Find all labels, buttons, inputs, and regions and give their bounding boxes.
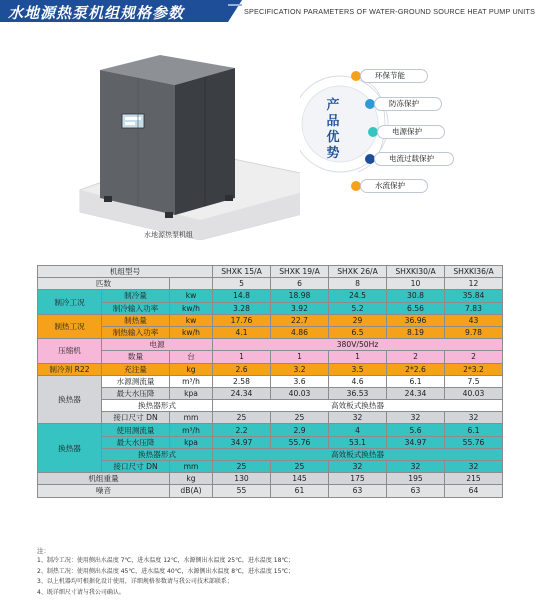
cell: 34.97 xyxy=(213,436,271,448)
cell: 195 xyxy=(387,473,445,485)
table-row xyxy=(38,290,503,302)
cell: 5.2 xyxy=(329,302,387,314)
cell: 55.76 xyxy=(445,436,503,448)
group-label: 换热器 xyxy=(38,424,102,473)
cell: 1 xyxy=(329,351,387,363)
row-unit: m³/h xyxy=(170,375,213,387)
cell: 2 xyxy=(445,351,503,363)
row-unit: kg xyxy=(170,473,213,485)
cell: 36.96 xyxy=(387,314,445,326)
row-unit: mm xyxy=(170,412,213,424)
table-row xyxy=(38,339,503,351)
row-unit: mm xyxy=(170,461,213,473)
table-row xyxy=(38,400,503,412)
cell: 高效板式换热器 xyxy=(213,448,503,460)
cell: 25 xyxy=(213,412,271,424)
cell: 2.9 xyxy=(271,424,329,436)
cell: 1 xyxy=(271,351,329,363)
row-label: 噪音 xyxy=(38,485,170,497)
model-name: SHXK 15/A xyxy=(213,266,271,278)
row-label: 数量 xyxy=(102,351,170,363)
header-stripe xyxy=(228,4,242,6)
cell: 36.53 xyxy=(329,387,387,399)
product-caption: 水地源热泵机组 xyxy=(144,231,193,239)
cell: 32 xyxy=(329,461,387,473)
table-header-row xyxy=(38,266,503,278)
cell: 4.86 xyxy=(271,326,329,338)
cell: 7.5 xyxy=(445,375,503,387)
cell: 4.6 xyxy=(329,375,387,387)
row-label: 匹数 xyxy=(38,278,170,290)
table-row xyxy=(38,375,503,387)
cell: 6 xyxy=(271,278,329,290)
cell: 24.5 xyxy=(329,290,387,302)
row-label: 使用测流量 xyxy=(102,424,170,436)
cell: 9.78 xyxy=(445,326,503,338)
table-row xyxy=(38,461,503,473)
cell: 32 xyxy=(387,461,445,473)
table-row xyxy=(38,302,503,314)
table-row xyxy=(38,387,503,399)
row-label: 制热量 xyxy=(102,314,170,326)
row-label: 机组重量 xyxy=(38,473,170,485)
note-line: 1、制冷工况：使用侧出水温度 7℃，进水温度 12℃，水源侧出水温度 25℃，进水温度 18℃； xyxy=(37,557,295,565)
row-label: 换热器形式 xyxy=(102,400,213,412)
cell: 2.58 xyxy=(213,375,271,387)
cell: 7.83 xyxy=(445,302,503,314)
table-row xyxy=(38,448,503,460)
cell: 63 xyxy=(387,485,445,497)
cell: 32 xyxy=(445,412,503,424)
group-label: 制热工况 xyxy=(38,314,102,338)
row-unit: kpa xyxy=(170,387,213,399)
cell: 6.1 xyxy=(445,424,503,436)
row-unit: 台 xyxy=(170,351,213,363)
cell: 380V/50Hz xyxy=(213,339,503,351)
cell: 34.97 xyxy=(387,436,445,448)
row-label: 换热器形式 xyxy=(102,448,213,460)
cell: 2.6 xyxy=(213,363,271,375)
cell: 1 xyxy=(213,351,271,363)
cell: 43 xyxy=(445,314,503,326)
row-unit: kw xyxy=(170,314,213,326)
model-name: SHXK 26/A xyxy=(329,266,387,278)
cell: 6.56 xyxy=(387,302,445,314)
row-label: 最大水压降 xyxy=(102,436,170,448)
cell: 8 xyxy=(329,278,387,290)
row-unit: kpa xyxy=(170,436,213,448)
cell: 32 xyxy=(445,461,503,473)
feature-label: 水流保护 xyxy=(360,179,428,193)
row-label: 水源测流量 xyxy=(102,375,170,387)
table-row xyxy=(38,424,503,436)
page-header xyxy=(0,0,537,30)
group-label: 换热器 xyxy=(38,375,102,424)
cell: 215 xyxy=(445,473,503,485)
table-row xyxy=(38,412,503,424)
feature-label: 电源保护 xyxy=(377,125,445,139)
spec-table xyxy=(37,265,503,498)
table-row xyxy=(38,314,503,326)
cell: 2*3.2 xyxy=(445,363,503,375)
cell: 2.2 xyxy=(213,424,271,436)
row-unit: kw/h xyxy=(170,326,213,338)
row-unit: kw xyxy=(170,290,213,302)
note-line: 4、既详细尺寸请与我公司确认。 xyxy=(37,588,125,596)
cell: 24.34 xyxy=(387,387,445,399)
row-label: 接口尺寸 DN xyxy=(102,461,170,473)
cell: 3.6 xyxy=(271,375,329,387)
cell: 2 xyxy=(387,351,445,363)
group-label: 制冷剂 R22 xyxy=(38,363,102,375)
cell: 6.1 xyxy=(387,375,445,387)
cell: 2*2.6 xyxy=(387,363,445,375)
cell: 130 xyxy=(213,473,271,485)
cell: 175 xyxy=(329,473,387,485)
row-label: 电源 xyxy=(102,339,213,351)
note-line: 3、以上机器均可根据化设计使用，详细规格参数请与我公司技术部联系； xyxy=(37,578,233,586)
cell: 24.34 xyxy=(213,387,271,399)
cell: 32 xyxy=(329,412,387,424)
feature-label: 防冻保护 xyxy=(374,97,442,111)
cell: 63 xyxy=(329,485,387,497)
header-title-bar xyxy=(0,0,228,22)
cell: 35.84 xyxy=(445,290,503,302)
cell: 14.8 xyxy=(213,290,271,302)
cell: 18.98 xyxy=(271,290,329,302)
cell: 61 xyxy=(271,485,329,497)
cell: 8.19 xyxy=(387,326,445,338)
cell: 5.6 xyxy=(387,424,445,436)
row-label: 制冷量 xyxy=(102,290,170,302)
cell: 17.76 xyxy=(213,314,271,326)
cell: 高效板式换热器 xyxy=(213,400,503,412)
product-illustration xyxy=(60,40,300,240)
cell: 32 xyxy=(387,412,445,424)
row-label: 制热输入功率 xyxy=(102,326,170,338)
cell: 25 xyxy=(271,461,329,473)
model-name: SHXKI30/A xyxy=(387,266,445,278)
cell: 4 xyxy=(329,424,387,436)
cell: 145 xyxy=(271,473,329,485)
table-row xyxy=(38,278,503,290)
cell: 3.28 xyxy=(213,302,271,314)
cell: 40.03 xyxy=(445,387,503,399)
cell: 12 xyxy=(445,278,503,290)
features-title: 产品优势 xyxy=(326,98,340,161)
row-unit: kw/h xyxy=(170,302,213,314)
cell: 22.7 xyxy=(271,314,329,326)
note-line: 2、制热工况：使用侧出水温度 45℃，进水温度 40℃，水源侧出水温度 8℃，进水温度 15℃； xyxy=(37,567,295,575)
table-row xyxy=(38,363,503,375)
feature-label: 电流过载保护 xyxy=(374,152,454,166)
table-row xyxy=(38,473,503,485)
page-subtitle-en: SPECIFICATION PARAMETERS OF WATER-GROUND SOURCE HEAT PUMP UNITS xyxy=(244,7,536,16)
cell: 3.2 xyxy=(271,363,329,375)
notes-section xyxy=(37,546,294,598)
group-label: 制冷工况 xyxy=(38,290,102,314)
cell: 55.76 xyxy=(271,436,329,448)
row-label: 制冷输入功率 xyxy=(102,302,170,314)
row-unit: dB(A) xyxy=(170,485,213,497)
feature-label: 环保节能 xyxy=(360,69,428,83)
cell: 10 xyxy=(387,278,445,290)
row-label: 最大水压降 xyxy=(102,387,170,399)
cell: 40.03 xyxy=(271,387,329,399)
model-label: 机组型号 xyxy=(38,266,213,278)
cell: 4.1 xyxy=(213,326,271,338)
cell: 25 xyxy=(271,412,329,424)
cell: 53.1 xyxy=(329,436,387,448)
model-name: SHXKI36/A xyxy=(445,266,503,278)
row-unit: m³/h xyxy=(170,424,213,436)
table-row xyxy=(38,436,503,448)
cell: 55 xyxy=(213,485,271,497)
table-row xyxy=(38,485,503,497)
model-name: SHXK 19/A xyxy=(271,266,329,278)
cell: 29 xyxy=(329,314,387,326)
group-label: 压缩机 xyxy=(38,339,102,363)
cell: 30.8 xyxy=(387,290,445,302)
cell: 64 xyxy=(445,485,503,497)
page-title: 水地源热泵机组规格参数 xyxy=(8,4,185,22)
table-row xyxy=(38,326,503,338)
row-label: 接口尺寸 DN xyxy=(102,412,170,424)
row-unit xyxy=(170,278,213,290)
cell: 3.92 xyxy=(271,302,329,314)
table-row xyxy=(38,351,503,363)
cell: 3.5 xyxy=(329,363,387,375)
cell: 5 xyxy=(213,278,271,290)
notes-heading: 注： xyxy=(37,547,50,555)
row-label: 充注量 xyxy=(102,363,170,375)
cell: 6.5 xyxy=(329,326,387,338)
cell: 25 xyxy=(213,461,271,473)
row-unit: kg xyxy=(170,363,213,375)
